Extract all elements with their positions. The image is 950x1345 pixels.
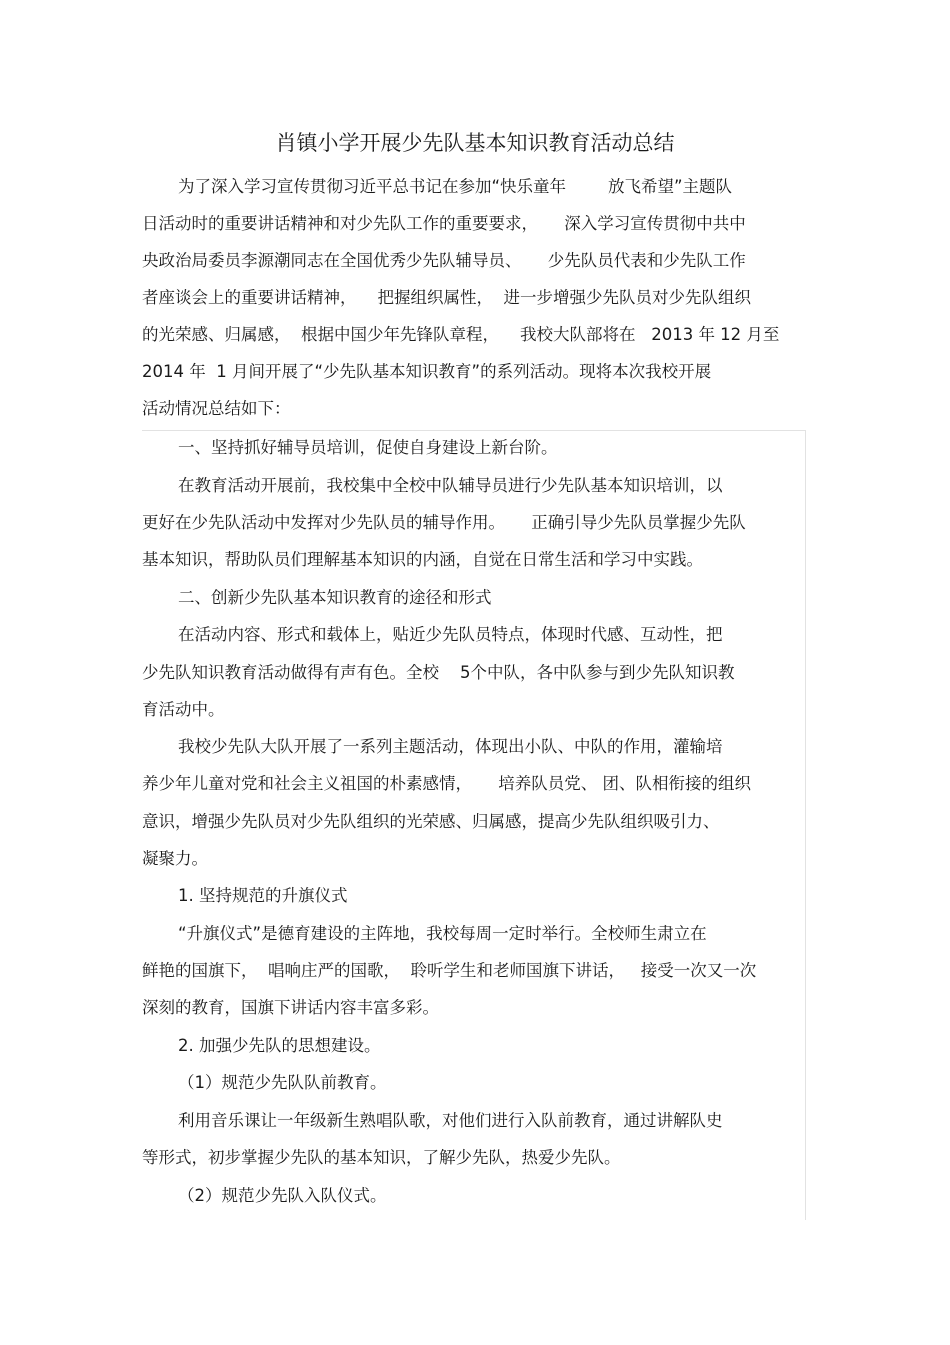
section-heading: 一、坚持抓好辅导员培训，促使自身建设上新台阶。	[178, 438, 558, 457]
paragraph-line: 凝聚力。	[142, 849, 208, 868]
paragraph-line: 在教育活动开展前，我校集中全校中队辅导员进行少先队基本知识培训，以	[178, 476, 723, 495]
item-heading: （1）规范少先队队前教育。	[178, 1073, 387, 1092]
section-heading: 二、创新少先队基本知识教育的途径和形式	[178, 588, 492, 607]
paragraph-line: “升旗仪式”是德育建设的主阵地，我校每周一定时举行。全校师生肃立在	[178, 924, 707, 943]
paragraph-line: 基本知识，帮助队员们理解基本知识的内涵，自觉在日常生活和学习中实践。	[142, 550, 703, 569]
paragraph-line: 鲜艳的国旗下， 唱响庄严的国歌， 聆听学生和老师国旗下讲话， 接受一次又一次	[142, 961, 757, 980]
paragraph-line: 意识，增强少先队员对少先队组织的光荣感、归属感，提高少先队组织吸引力、	[142, 812, 720, 831]
paragraph-line: 深刻的教育，国旗下讲话内容丰富多彩。	[142, 998, 439, 1017]
paragraph-line: 活动情况总结如下：	[142, 399, 291, 418]
paragraph-line: 的光荣感、归属感， 根据中国少年先锋队章程， 我校大队部将在 2013 年 12 月至	[142, 325, 780, 344]
paragraph-line: 我校少先队大队开展了一系列主题活动，体现出小队、中队的作用，灌输培	[178, 737, 723, 756]
paragraph-line: 育活动中。	[142, 700, 225, 719]
paragraph-line: 更好在少先队活动中发挥对少先队员的辅导作用。 正确引导少先队员掌握少先队	[142, 513, 746, 532]
paragraph-line: 2014 年 1 月间开展了“少先队基本知识教育”的系列活动。现将本次我校开展	[142, 362, 712, 381]
paragraph-line: 者座谈会上的重要讲话精神， 把握组织属性， 进一步增强少先队员对少先队组织	[142, 288, 751, 307]
paragraph-line: 为了深入学习宣传贯彻习近平总书记在参加“快乐童年 放飞希望”主题队	[178, 177, 733, 196]
paragraph-line: 日活动时的重要讲话精神和对少先队工作的重要要求， 深入学习宣传贯彻中共中	[142, 214, 746, 233]
paragraph-line: 少先队知识教育活动做得有声有色。全校 5个中队，各中队参与到少先队知识教	[142, 663, 735, 682]
paragraph-line: 央政治局委员李源潮同志在全国优秀少先队辅导员、 少先队员代表和少先队工作	[142, 251, 746, 270]
paragraph-line: 利用音乐课让一年级新生熟唱队歌，对他们进行入队前教育，通过讲解队史	[178, 1111, 723, 1130]
subsection-heading: 2. 加强少先队的思想建设。	[178, 1036, 381, 1055]
paragraph-line: 养少年儿童对党和社会主义祖国的朴素感情， 培养队员党、 团、队相衔接的组织	[142, 774, 751, 793]
document-title: 肖镇小学开展少先队基本知识教育活动总结	[275, 131, 675, 155]
item-heading: （2）规范少先队入队仪式。	[178, 1186, 387, 1205]
subsection-heading: 1. 坚持规范的升旗仪式	[178, 886, 348, 905]
paragraph-line: 等形式，初步掌握少先队的基本知识，了解少先队，热爱少先队。	[142, 1148, 621, 1167]
paragraph-line: 在活动内容、形式和载体上，贴近少先队员特点，体现时代感、互动性，把	[178, 625, 723, 644]
